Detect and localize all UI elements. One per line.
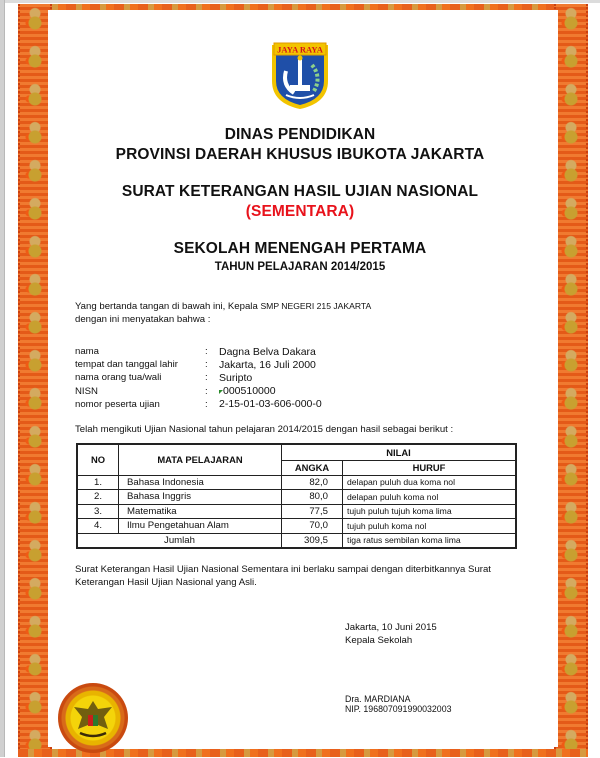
total-label: Jumlah	[77, 533, 282, 548]
cell-huruf: delapan puluh dua koma nol	[343, 475, 517, 490]
cell-subject: Ilmu Pengetahuan Alam	[119, 519, 282, 534]
logo-text: JAYA RAYA	[277, 44, 323, 55]
identity-value: Suripto	[219, 371, 253, 384]
cell-no: 4.	[77, 519, 119, 534]
header-no: NO	[77, 444, 119, 475]
table-row	[77, 519, 516, 534]
identity-row-parent	[75, 371, 322, 384]
garuda-emblem-icon	[58, 683, 128, 753]
identity-row-exam-number	[75, 398, 322, 411]
cell-subject: Bahasa Inggris	[119, 490, 282, 505]
garuda-seal-icon	[58, 683, 128, 753]
intro-line-2: dengan ini menyatakan bahwa :	[75, 314, 211, 325]
identity-row-birth	[75, 358, 322, 371]
cell-no: 2.	[77, 490, 119, 505]
cell-angka: 80,0	[282, 490, 343, 505]
identity-colon: :	[205, 398, 208, 410]
header-nilai: NILAI	[282, 444, 517, 461]
table-row	[77, 490, 516, 505]
total-angka: 309,5	[282, 533, 343, 548]
academic-year: TAHUN PELAJARAN 2014/2015	[214, 261, 386, 273]
signatory-name: Dra. MARDIANA	[345, 694, 411, 704]
identity-label: nama	[75, 346, 99, 358]
cell-huruf: tujuh puluh koma nol	[343, 519, 517, 534]
identity-colon: :	[205, 359, 208, 371]
header-angka: ANGKA	[282, 461, 343, 476]
identity-value: Dagna Belva Dakara	[219, 345, 316, 358]
cell-huruf: tujuh puluh tujuh koma lima	[343, 504, 517, 519]
signature-block	[345, 621, 437, 647]
table-total-row	[77, 533, 516, 548]
agency-name: DINAS PENDIDIKAN	[224, 126, 376, 143]
cell-angka: 82,0	[282, 475, 343, 490]
identity-label: nomor peserta ujian	[75, 398, 160, 410]
identity-label: NISN	[75, 385, 98, 397]
border-right	[554, 4, 588, 757]
cell-no: 3.	[77, 504, 119, 519]
viewer-top-edge	[0, 0, 600, 3]
identity-colon: :	[205, 372, 208, 384]
border-left	[18, 4, 52, 757]
identity-row-nisn	[75, 385, 322, 398]
signatory	[345, 694, 451, 714]
identity-value: 000510000	[223, 385, 276, 398]
cell-subject: Bahasa Indonesia	[119, 475, 282, 490]
score-table	[76, 443, 517, 549]
province-name: PROVINSI DAERAH KHUSUS IBUKOTA JAKARTA	[115, 146, 485, 163]
signatory-nip: NIP. 196807091990032003	[345, 704, 452, 714]
header-huruf: HURUF	[343, 461, 517, 476]
identity-colon: :	[205, 346, 208, 358]
school-name: SMP NEGERI 215 JAKARTA	[260, 301, 372, 311]
table-row	[77, 504, 516, 519]
validity-note	[75, 563, 491, 589]
cell-angka: 77,5	[282, 504, 343, 519]
results-intro: Telah mengikuti Ujian Nasional tahun pelajaran 2014/2015 dengan hasil sebagai berikut :	[75, 424, 454, 435]
cell-angka: 70,0	[282, 519, 343, 534]
student-identity	[75, 345, 322, 411]
identity-value: Jakarta, 16 Juli 2000	[219, 358, 316, 371]
signature-position: Kepala Sekolah	[345, 635, 413, 646]
signature-date: Jakarta, 10 Juni 2015	[345, 622, 437, 633]
intro-paragraph	[75, 300, 371, 326]
cell-subject: Matematika	[119, 504, 282, 519]
identity-value: 2-15-01-03-606-000-0	[219, 398, 322, 411]
document-status: (SEMENTARA)	[245, 203, 355, 220]
viewer-scroll-edge	[0, 0, 5, 757]
validity-line-2: Keterangan Hasil Ujian Nasional yang Asli.	[75, 577, 257, 588]
identity-row-name	[75, 345, 322, 358]
cell-no: 1.	[77, 475, 119, 490]
header-subject: MATA PELAJARAN	[119, 444, 282, 475]
table-row	[77, 475, 516, 490]
intro-line-1: Yang bertanda tangan di bawah ini, Kepala	[75, 301, 258, 312]
school-level: SEKOLAH MENENGAH PERTAMA	[173, 240, 427, 257]
total-huruf: tiga ratus sembilan koma lima	[343, 533, 517, 548]
document-title: SURAT KETERANGAN HASIL UJIAN NASIONAL	[121, 183, 479, 200]
validity-line-1: Surat Keterangan Hasil Ujian Nasional Sementara ini berlaku sampai dengan diterbitkannya Surat	[75, 564, 491, 575]
identity-colon: :	[205, 385, 208, 397]
jakarta-emblem-icon	[268, 37, 332, 111]
cell-huruf: delapan puluh koma nol	[343, 490, 517, 505]
identity-label: tempat dan tanggal lahir	[75, 359, 178, 371]
identity-label: nama orang tua/wali	[75, 372, 162, 384]
